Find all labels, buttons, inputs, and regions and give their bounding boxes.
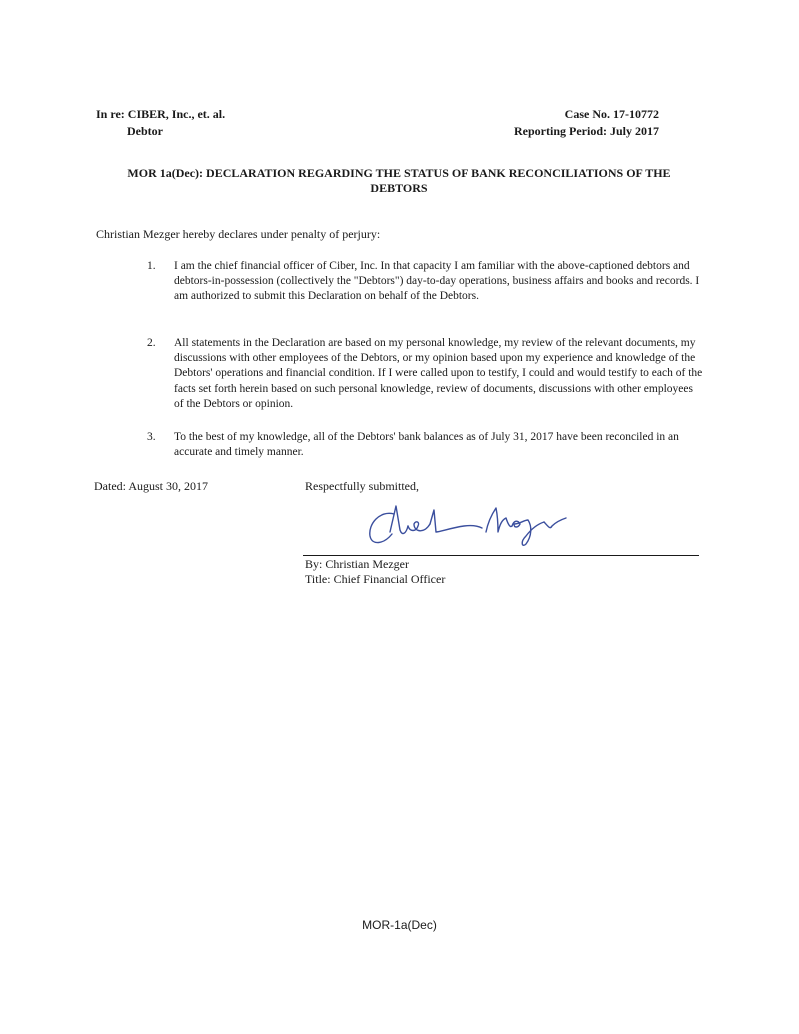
case-caption: In re: CIBER, Inc., et. al. <box>96 107 226 121</box>
signatory-block <box>305 557 445 587</box>
declaration-item-1 <box>147 259 705 305</box>
debtor-label: Debtor <box>127 124 163 138</box>
document-title-line-2: DEBTORS <box>370 181 428 195</box>
dated-line: Dated: August 30, 2017 <box>94 479 208 493</box>
intro-statement: Christian Mezger hereby declares under penalty of perjury: <box>96 227 381 241</box>
item-text: I am the chief financial officer of Ciber, Inc. In that capacity I am familiar with the above-captioned debtors and debtors-in-possession (collectively the "Debtors") day-to-day operations, business affairs and books and records. I am authorized to submit this Declaration on behalf of the Debtors. <box>174 260 700 303</box>
declaration-item-2 <box>147 336 705 412</box>
item-number: 2. <box>147 337 156 349</box>
item-text: All statements in the Declaration are based on my personal knowledge, my review of the relevant documents, my discussions with other employees of the Debtors, or my opinion based upon my experience and knowledge of the Debtors' operations and financial condition. If I were called upon to testify, I could and would testify to each of the facts set forth herein based on such personal knowledge, review of documents, discussions with other employees of the Debtors or opinion. <box>174 337 703 410</box>
handwritten-signature <box>360 496 590 556</box>
signature-strokes <box>370 506 566 545</box>
document-title <box>110 166 688 196</box>
signatory-title: Title: Chief Financial Officer <box>305 572 446 586</box>
signature-line <box>303 555 699 556</box>
document-title-line-1: MOR 1a(Dec): DECLARATION REGARDING THE STATUS OF BANK RECONCILIATIONS OF THE <box>127 166 671 180</box>
case-info-block <box>514 106 659 140</box>
page-footer: MOR-1a(Dec) <box>362 918 437 932</box>
declaration-item-3 <box>147 430 705 460</box>
case-caption-block <box>96 106 225 140</box>
item-number: 3. <box>147 431 156 443</box>
case-number: Case No. 17-10772 <box>564 107 659 121</box>
closing-line: Respectfully submitted, <box>305 479 419 493</box>
item-text: To the best of my knowledge, all of the Debtors' bank balances as of July 31, 2017 have been reconciled in an accurate and timely manner. <box>174 431 679 459</box>
item-number: 1. <box>147 260 156 272</box>
reporting-period: Reporting Period: July 2017 <box>514 124 659 138</box>
signatory-name: By: Christian Mezger <box>305 557 409 571</box>
